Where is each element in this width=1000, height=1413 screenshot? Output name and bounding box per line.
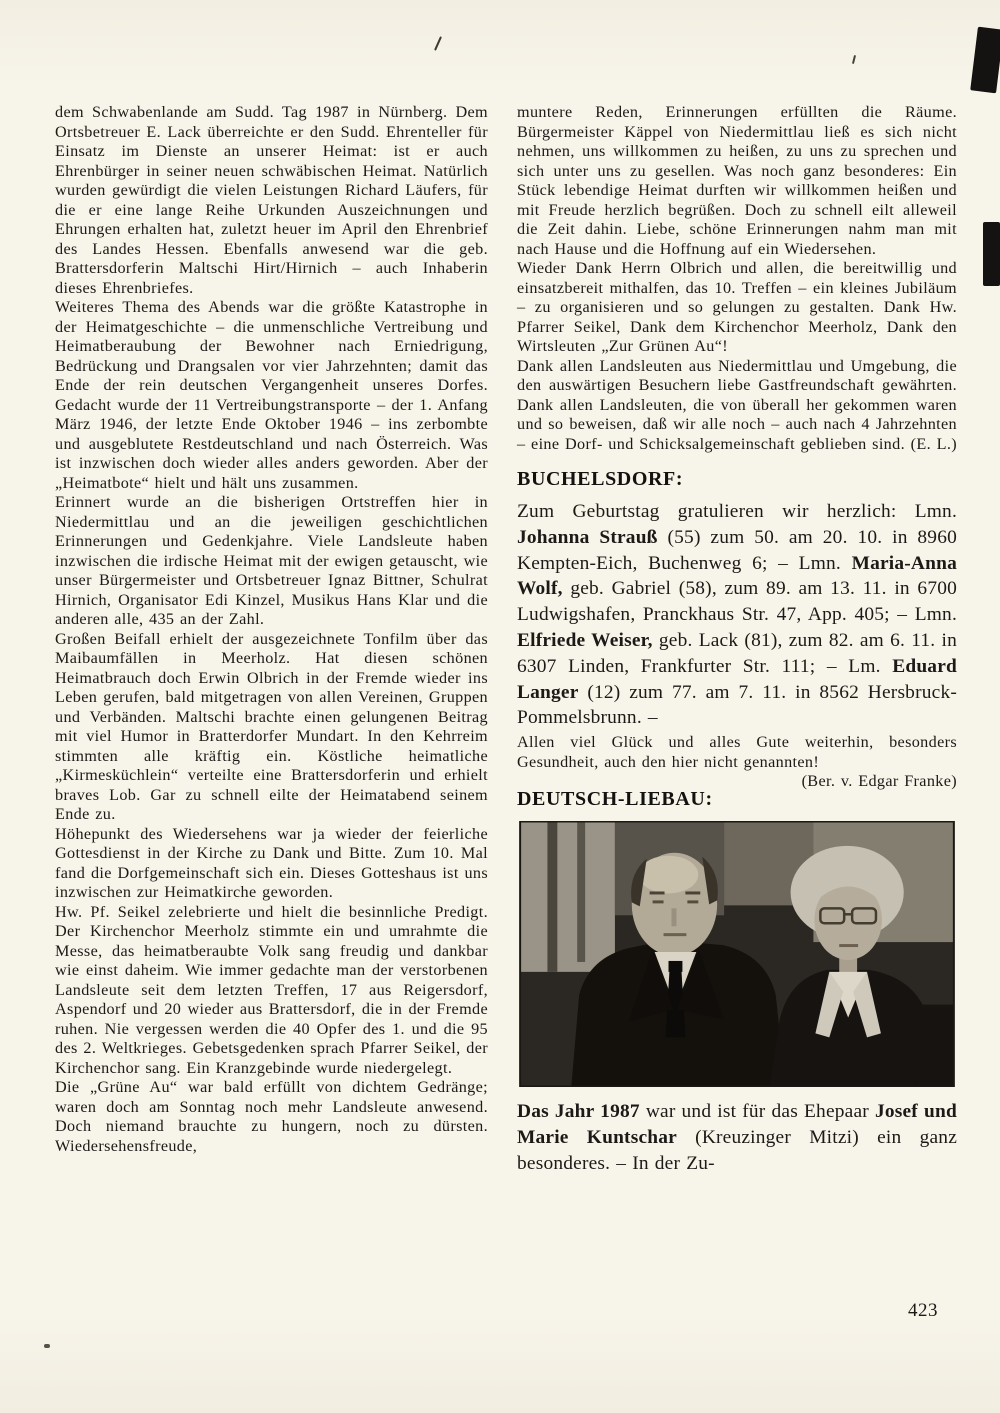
author-initials: (E. L.) xyxy=(910,434,957,453)
paragraph: Die „Grüne Au“ war bald erfüllt von dichtem Gedränge; waren doch am Sonntag noch mehr Landsleute anwesend. Doch niemand brauchte zu hungern, noch zu dürsten. Wiedersehensfreude, xyxy=(55,1078,488,1155)
paragraph: Weiteres Thema des Abends war die größte Katastrophe in der Heimatgeschichte – die unmenschliche Vertreibung und Heimatberaubung der Bewohner nach Erniedrigung, Bedrückung und Drangsalen vor vier Jahrzehnten; damit das Ende der rein deutschen Vergangenheit unseres Dorfes. Gedacht wurde der 11 Vertreibungstransporte – der 1. Anfang März 1946, der letzte Ende Oktober 1946 – ins zerbombte und ausgeblutete Restdeutschland und nach Österreich. Was ist inzwischen doch wieder alles anders geworden. Aber der „Heimatbote“ hielt und hält uns zusammen. xyxy=(55,298,488,492)
couple-portrait-photo xyxy=(517,821,957,1087)
paragraph: Großen Beifall erhielt der ausgezeichnete Tonfilm über das Maibaumfällen in Meerholz. Hat diesen schönen Heimatbrauch doch Erwin Olbrich in der Fremde wieder ins Leben gerufen, bald mitgetragen von allen Vereinen, Gruppen und Verbänden. Maltschi brachte einen gelungenen Beitrag mit viel Humor in Bratterdorfer Mundart. In den Kehrreim stimmten alle kräftig ein. Köstliche heimatliche „Kirmesküchlein“ verteilte eine Brattersdorferin und erhielt braves Lob. Gar zu schnell eilte der Heimatabend seinem Ende zu. xyxy=(55,629,488,823)
deutsch-liebau-intro-paragraph: Das Jahr 1987 war und ist für das Ehepaar Josef und Marie Kuntschar (Kreuzinger Mitzi) ein ganz besonderes. – In der Zu- xyxy=(517,1101,957,1174)
closing-text: Allen viel Glück und alles Gute weiterhin, besonders Gesundheit, auch den hier nicht genannten! xyxy=(517,733,957,771)
closing-paragraph xyxy=(517,733,957,791)
paragraph: Höhepunkt des Wiedersehens war ja wieder der feierliche Gottesdienst in der Kirche zu Dank und Bitte. Zum 10. Mal fand die Dorfgemeinschaft sich ein. Dieses Gotteshaus ist uns inzwischen zur Heimatkirche geworden. xyxy=(55,824,488,901)
scan-artifact xyxy=(44,1344,50,1348)
paragraph-with-signature xyxy=(517,357,957,455)
left-column xyxy=(55,103,488,1156)
paragraph-text: Dank allen Landsleuten aus Niedermittlau und Umgebung, die den auswärtigen Besuchern liebe Gastfreundschaft gewährten. Dank allen Landsleuten, die von überall her gekommen waren und so beweisen, daß wir alle noch – auch nach 4 Jahrzehnten – eine Dorf- und Schicksalgemeinschaft geblieben sind. xyxy=(517,356,957,453)
page-number: 423 xyxy=(908,1300,938,1321)
paragraph: muntere Reden, Erinnerungen erfüllten die Räume. Bürgermeister Käppel von Niedermittlau ließ es sich nicht nehmen, uns willkommen zu heißen, zu uns zu sprechen und sich unter uns zu gesellen. Was noch ganz besonderes: Ein Stück lebendige Heimat durften wir willkommen heißen und mit Freude herzlich begrüßen. Doch zu schnell eilt alleweil die Zeit dahin. Liebe, schöne Erinnerungen nahm man mit nach Hause und die Hoffnung auf ein Wiedersehen. xyxy=(517,103,957,258)
right-column xyxy=(517,103,957,1177)
scan-artifact xyxy=(434,36,442,51)
reporter-byline: (Ber. v. Edgar Franke) xyxy=(801,772,957,791)
scan-artifact xyxy=(983,222,1000,286)
section-heading-buchelsdorf: BUCHELSDORF: xyxy=(517,468,684,490)
scan-artifact xyxy=(970,27,1000,94)
paragraph: dem Schwabenlande am Sudd. Tag 1987 in Nürnberg. Dem Ortsbetreuer E. Lack überreichte er den Sudd. Ehrenteller für Einsatz im Dienste an unserer Heimat: ist er auch Ehrenbürger in seiner neuen schwäbischen Heimat. Natürlich wurden gewürdigt die vielen Leistungen Richard Läufers, für die er eine lange Reihe Urkunden Auszeichnungen und Ehrungen erhalten hat, zuletzt heuer im April den Ehrenbrief des Landes Hessen. Ebenfalls anwesend war die geb. Brattersdorferin Maltschi Hirt/Hirnich – auch Inhaberin dieses Ehrenbriefes. xyxy=(55,103,488,297)
birthday-greetings-paragraph: Zum Geburtstag gratulieren wir herzlich: Lmn. Johanna Strauß (55) zum 50. am 20. 10. in 8960 Kempten-Eich, Buchenweg 6; – Lmn. Maria-Anna Wolf, geb. Gabriel (58), zum 89. am 13. 11. in 6700 Ludwigshafen, Pranckhaus Str. 47, App. 405; – Lmn. Elfriede Weiser, geb. Lack (81), zum 82. am 6. 11. in 6307 Linden, Frankfurter Str. 111; – Lm. Eduard Langer (12) zum 77. am 7. 11. in 8562 Hersbruck-Pommelsbrunn. – xyxy=(517,501,957,729)
paragraph: Erinnert wurde an die bisherigen Ortstreffen hier in Niedermittlau und an die jeweiligen geschichtlichen Erinnerungen und Gedenkjahre. Viele Landsleute haben inzwischen die irdische Heimat mit der ewigen getauscht, wie unser Bürgermeister und Ortsbetreuer Ignaz Bittner, Schulrat Hirnich, Organisator Edi Kinzel, Musikus Hans Klar und die anderen alle, 435 an der Zahl. xyxy=(55,493,488,628)
paragraph: Hw. Pf. Seikel zelebrierte und hielt die besinnliche Predigt. Der Kirchenchor Meerholz stimmte ein und umrahmte die Messe, das heimatberaubte Volk sang freudig und dankbar wie einst daheim. Wie immer gedachte man der verstorbenen Landsleute seit dem letzten Treffen, 17 aus Reigersdorf, Aspendorf und 20 wieder aus Brattersdorf, die in der Fremde ruhen. Nie vergessen werden die 40 Opfer des 1. und die 95 des 2. Weltkrieges. Gebetsgedenken sprach Pfarrer Seikel, der Kirchenchor sang. Ein Kranzgebinde wurde niedergelegt. xyxy=(55,902,488,1077)
scan-artifact xyxy=(852,55,856,64)
paragraph: Wieder Dank Herrn Olbrich und allen, die bereitwillig und einsatzbereit mithalfen, das 10. Treffen – ein kleines Jubiläum – zu organisieren und so gelungen zu gestalten. Dank Hw. Pfarrer Seikel, Dank dem Kirchenchor Meerholz, Dank den Wirtsleuten „Zur Grünen Au“! xyxy=(517,259,957,355)
section-heading-deutsch-liebau: DEUTSCH-LIEBAU: xyxy=(517,788,713,811)
